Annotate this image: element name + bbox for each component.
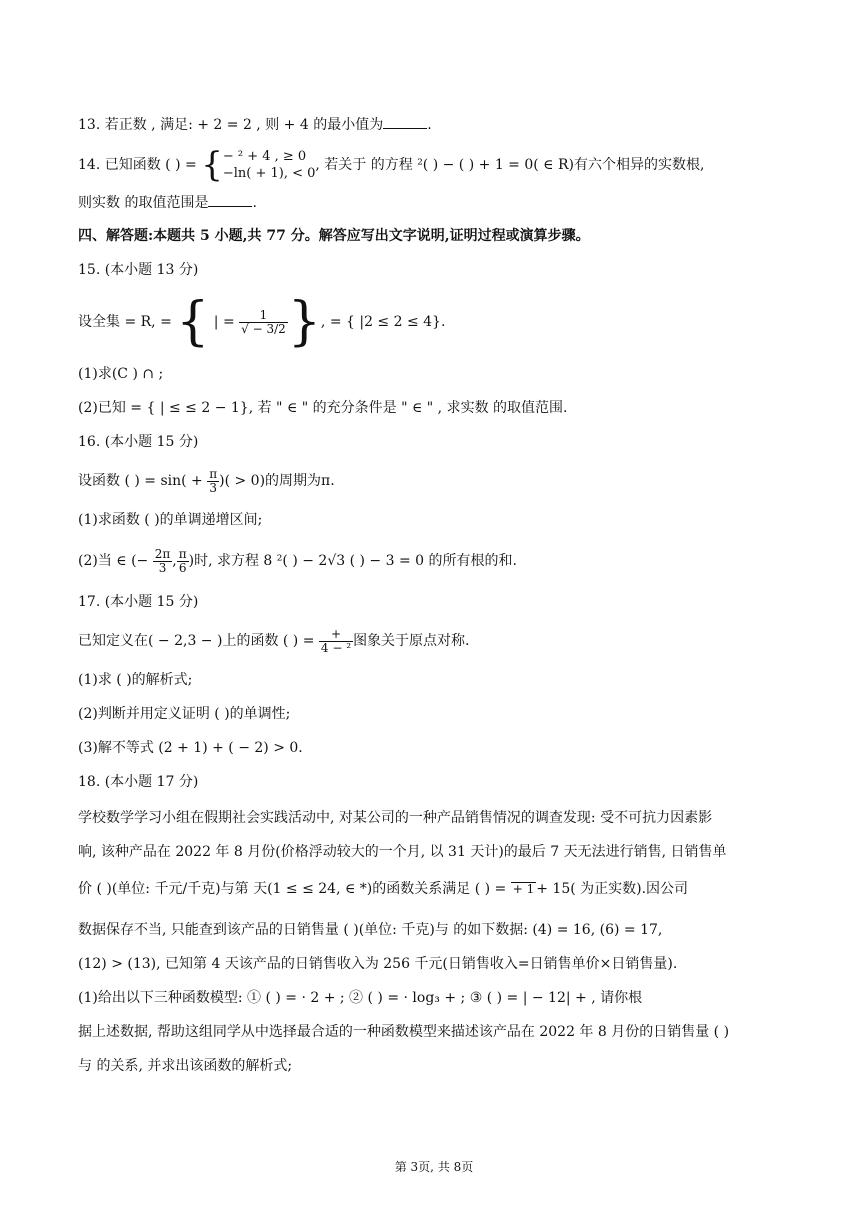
case-2: −ln( + 1), < 0 bbox=[222, 166, 316, 181]
q18-line-6: (1)给出以下三种函数模型: ① ( ) = · 2 + ; ② ( ) = · log₃ + ; ③ ( ) = | − 12| + , 请你根 bbox=[78, 990, 643, 1006]
fraction-denominator: 6 bbox=[178, 560, 187, 575]
q17-heading: 17. (本小题 15 分) bbox=[78, 594, 199, 610]
page-footer: 第 3页, 共 8页 bbox=[394, 1160, 474, 1174]
q17-function bbox=[78, 626, 808, 656]
question-14-line2 bbox=[78, 192, 808, 213]
q18-line-5: (12) > (13), 已知第 4 天该产品的日销售收入为 256 千元(日销售收入=日销售单价×日销售量). bbox=[78, 956, 678, 972]
q18-line-4: 数据保存不当, 只能查到该产品的日销售量 ( )(单位: 千克)与 的如下数据: (4) = 16, (6) = 17, bbox=[78, 922, 663, 938]
q14-end: . bbox=[252, 195, 257, 211]
set-brace-left: { bbox=[176, 292, 210, 352]
q18-line-8: 与 的关系, 并求出该函数的解析式; bbox=[78, 1058, 293, 1074]
q18-fraction bbox=[511, 882, 537, 896]
set-a-fraction bbox=[239, 309, 288, 336]
q17-part-3: (3)解不等式 (2 + 1) + ( − 2) > 0. bbox=[78, 740, 303, 756]
case-1: − ² + 4 , ≥ 0 bbox=[222, 149, 307, 164]
answer-blank bbox=[383, 114, 427, 129]
q15-part-1: (1)求(C ) ∩ ; bbox=[78, 366, 164, 382]
comma: , bbox=[172, 553, 177, 569]
q17-part-2: (2)判断并用定义证明 ( )的单调性; bbox=[78, 706, 291, 722]
fraction-denominator: + 1 bbox=[512, 882, 535, 896]
set-a-condition: | = bbox=[209, 314, 235, 330]
set-b: , = { |2 ≤ 2 ≤ 4}. bbox=[320, 314, 446, 330]
q16-p2-tail: )时, 求方程 8 ²( ) − 2√3 ( ) − 3 = 0 的所有根的和. bbox=[188, 553, 517, 569]
q14-rest: , 若关于 的方程 ²( ) − ( ) + 1 = 0( ∈ R)有六个相异的实数根, bbox=[315, 157, 705, 173]
section-heading: 四、解答题:本题共 5 小题,共 77 分。解答应写出文字说明,证明过程或演算步骤。 bbox=[78, 228, 590, 244]
fraction-denominator: 3 bbox=[158, 560, 167, 575]
fraction-numerator: π bbox=[209, 466, 218, 481]
q15-part-2: (2)已知 = { | ≤ ≤ 2 − 1}, 若 " ∈ " 的充分条件是 " ∈ " , 求实数 的取值范围. bbox=[78, 400, 568, 416]
q16-tail: )( > 0)的周期为π. bbox=[219, 473, 335, 489]
q18-line-7: 据上述数据, 帮助这组同学从中选择最合适的一种函数模型来描述该产品在 2022 年 8 月份的日销售量 ( ) bbox=[78, 1024, 730, 1040]
fraction-numerator: 1 bbox=[239, 309, 288, 323]
q16-p2-lead: (2)当 ∈ (− bbox=[78, 553, 149, 569]
q14-line2: 则实数 的取值范围是 bbox=[78, 195, 209, 211]
q16-function bbox=[78, 466, 808, 496]
q15-lead: 设全集 = R, = bbox=[78, 314, 172, 330]
pi-over-3 bbox=[207, 468, 219, 495]
q17-fraction bbox=[319, 628, 353, 655]
q15-sets bbox=[78, 294, 808, 350]
q14-lead: 14. 已知函数 ( ) = bbox=[78, 157, 197, 173]
q16-part-2 bbox=[78, 546, 808, 576]
answer-blank bbox=[208, 192, 252, 207]
q13-end: . bbox=[427, 117, 432, 133]
q16-part-1: (1)求函数 ( )的单调递增区间; bbox=[78, 512, 263, 528]
q16-heading: 16. (本小题 15 分) bbox=[78, 434, 199, 450]
q18-l3-lead: 价 ( )(单位: 千元/千克)与第 天(1 ≤ ≤ 24, ∈ *)的函数关系满足 ( ) = bbox=[78, 881, 507, 897]
question-13 bbox=[78, 114, 808, 135]
set-brace-right: } bbox=[287, 292, 321, 352]
q18-line-3 bbox=[78, 874, 808, 904]
fraction-numerator: 2π bbox=[154, 546, 171, 561]
question-14 bbox=[78, 145, 808, 185]
q17-lead: 已知定义在( − 2,3 − )上的函数 ( ) = bbox=[78, 633, 315, 649]
q18-line-2: 响, 该种产品在 2022 年 8 月份(价格浮动较大的一个月, 以 31 天计)的最后 7 天无法进行销售, 日销售单 bbox=[78, 844, 727, 860]
q16-lead: 设函数 ( ) = sin( + bbox=[78, 473, 203, 489]
q18-line-1: 学校数学学习小组在假期社会实践活动中, 对某公司的一种产品销售情况的调查发现: 受不可抗力因素影 bbox=[78, 810, 713, 826]
fraction-numerator: π bbox=[178, 546, 187, 561]
q18-heading: 18. (本小题 17 分) bbox=[78, 774, 199, 790]
q15-heading: 15. (本小题 13 分) bbox=[78, 262, 199, 278]
piecewise-cases bbox=[223, 148, 316, 182]
fraction-denominator: 4 − ² bbox=[320, 640, 352, 655]
fraction-2pi-3 bbox=[153, 548, 173, 575]
q13-text: 13. 若正数 , 满足: + 2 = 2 , 则 + 4 的最小值为 bbox=[78, 117, 384, 133]
q17-tail: 图象关于原点对称. bbox=[353, 633, 470, 649]
fraction-denominator: √ − 3/2 bbox=[241, 321, 286, 336]
piecewise-brace: { bbox=[201, 145, 223, 185]
fraction-numerator: + bbox=[319, 628, 353, 642]
q18-l3-tail: + 15( 为正实数).因公司 bbox=[536, 881, 689, 897]
q17-part-1: (1)求 ( )的解析式; bbox=[78, 672, 193, 688]
fraction-pi-6 bbox=[177, 548, 189, 575]
fraction-denominator: 3 bbox=[209, 480, 217, 495]
